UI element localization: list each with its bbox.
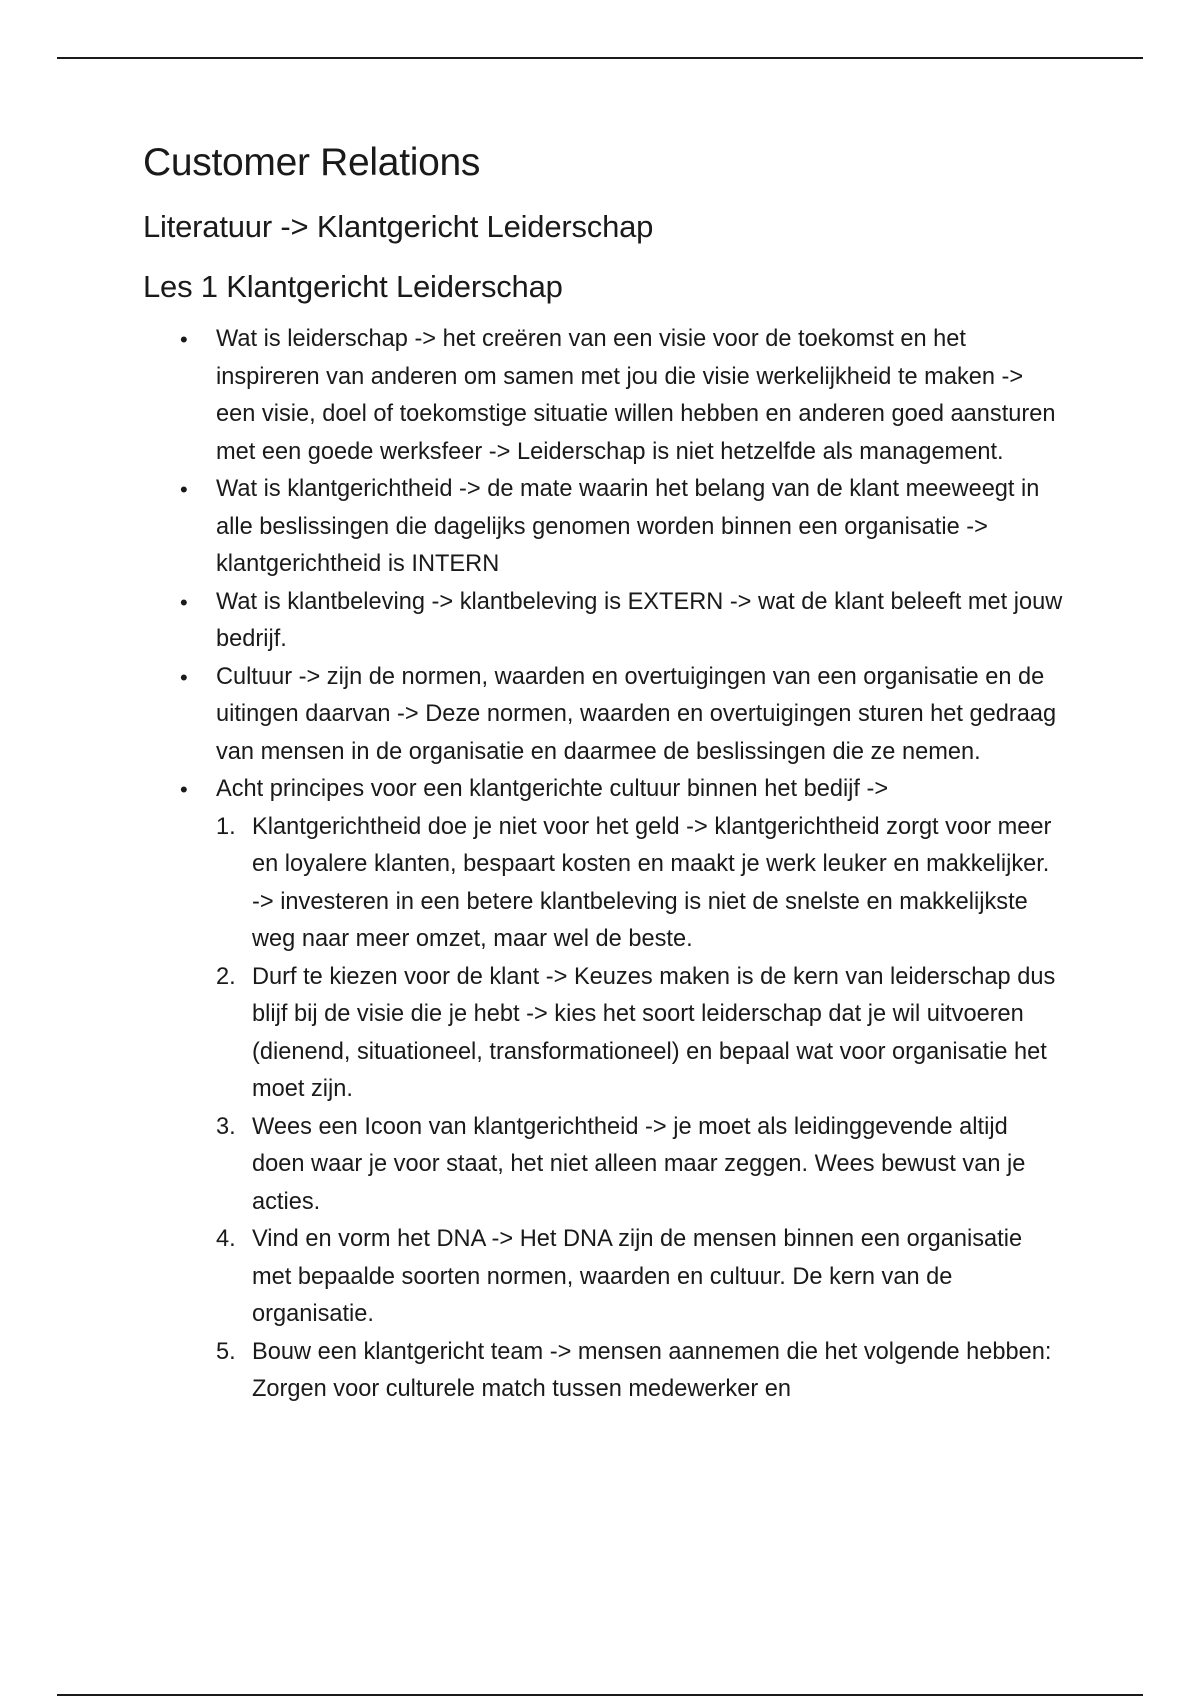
principle-number: 2.	[216, 963, 236, 990]
principle-number: 3.	[216, 1113, 236, 1140]
section-heading-lesson-1: Les 1 Klantgericht Leiderschap	[143, 269, 563, 305]
bullet-item-cultuur: • Cultuur -> zijn de normen, waarden en overtuigingen van een organisatie en de uitingen daarvan -> Deze normen, waarden en overtuigingen sturen het gedraag van mensen in de organisatie en daarmee de beslissingen die ze nemen.	[216, 659, 1063, 772]
header-rule	[57, 57, 1143, 59]
principle-item	[216, 1109, 1063, 1222]
principle-item	[216, 809, 1063, 959]
bullet-item-acht-principes	[216, 771, 1063, 1409]
principle-item	[216, 1334, 1063, 1409]
principle-text: Durf te kiezen voor de klant -> Keuzes maken is de kern van leiderschap dus blijf bij de visie die je hebt -> kies het soort leiderschap dat je wil uitvoeren (dienend, situationeel, transformationeel) en bepaal wat voor organisatie het moet zijn.	[252, 963, 1056, 1103]
bullet-item-acht-principes-text: Acht principes voor een klantgerichte cultuur binnen het bedijf ->	[216, 776, 889, 803]
document-title: Customer Relations	[143, 141, 481, 184]
principle-text: Wees een Icoon van klantgerichtheid -> je moet als leidinggevende altijd doen waar je voor staat, het niet alleen maar zeggen. Wees bewust van je acties.	[252, 1113, 1026, 1215]
principle-text: Bouw een klantgericht team -> mensen aannemen die het volgende hebben: Zorgen voor culturele match tussen medewerker en	[252, 1338, 1052, 1403]
principle-text: Klantgerichtheid doe je niet voor het geld -> klantgerichtheid zorgt voor meer en loyalere klanten, bespaart kosten en maakt je werk leuker en makkelijker. -> investeren in een betere klantbeleving is niet de snelste en makkelijkste weg naar meer omzet, maar wel de beste.	[252, 813, 1052, 953]
principles-list	[216, 809, 1063, 1409]
bullet-item-klantgerichtheid: • Wat is klantgerichtheid -> de mate waarin het belang van de klant meeweegt in alle beslissingen die dagelijks genomen worden binnen een organisatie -> klantgerichtheid is INTERN	[216, 471, 1063, 584]
principle-item	[216, 959, 1063, 1109]
principle-text: Vind en vorm het DNA -> Het DNA zijn de mensen binnen een organisatie met bepaalde soorten normen, waarden en cultuur. De kern van de organisatie.	[252, 1226, 1023, 1328]
principle-number: 1.	[216, 813, 236, 840]
footer-rule	[57, 1694, 1143, 1696]
bullet-list	[143, 321, 1063, 1409]
principle-number: 5.	[216, 1338, 236, 1365]
section-heading-literature: Literatuur -> Klantgericht Leiderschap	[143, 208, 654, 244]
bullet-item-leiderschap: • Wat is leiderschap -> het creëren van een visie voor de toekomst en het inspireren van anderen om samen met jou die visie werkelijkheid te maken -> een visie, doel of toekomstige situatie willen hebben en anderen goed aansturen met een goede werksfeer -> Leiderschap is niet hetzelfde als management.	[216, 321, 1063, 471]
principle-item	[216, 1221, 1063, 1334]
bullet-item-klantbeleving: • Wat is klantbeleving -> klantbeleving is EXTERN -> wat de klant beleeft met jouw bedrijf.	[216, 584, 1063, 659]
principle-number: 4.	[216, 1226, 236, 1253]
document-body	[143, 140, 1063, 1409]
